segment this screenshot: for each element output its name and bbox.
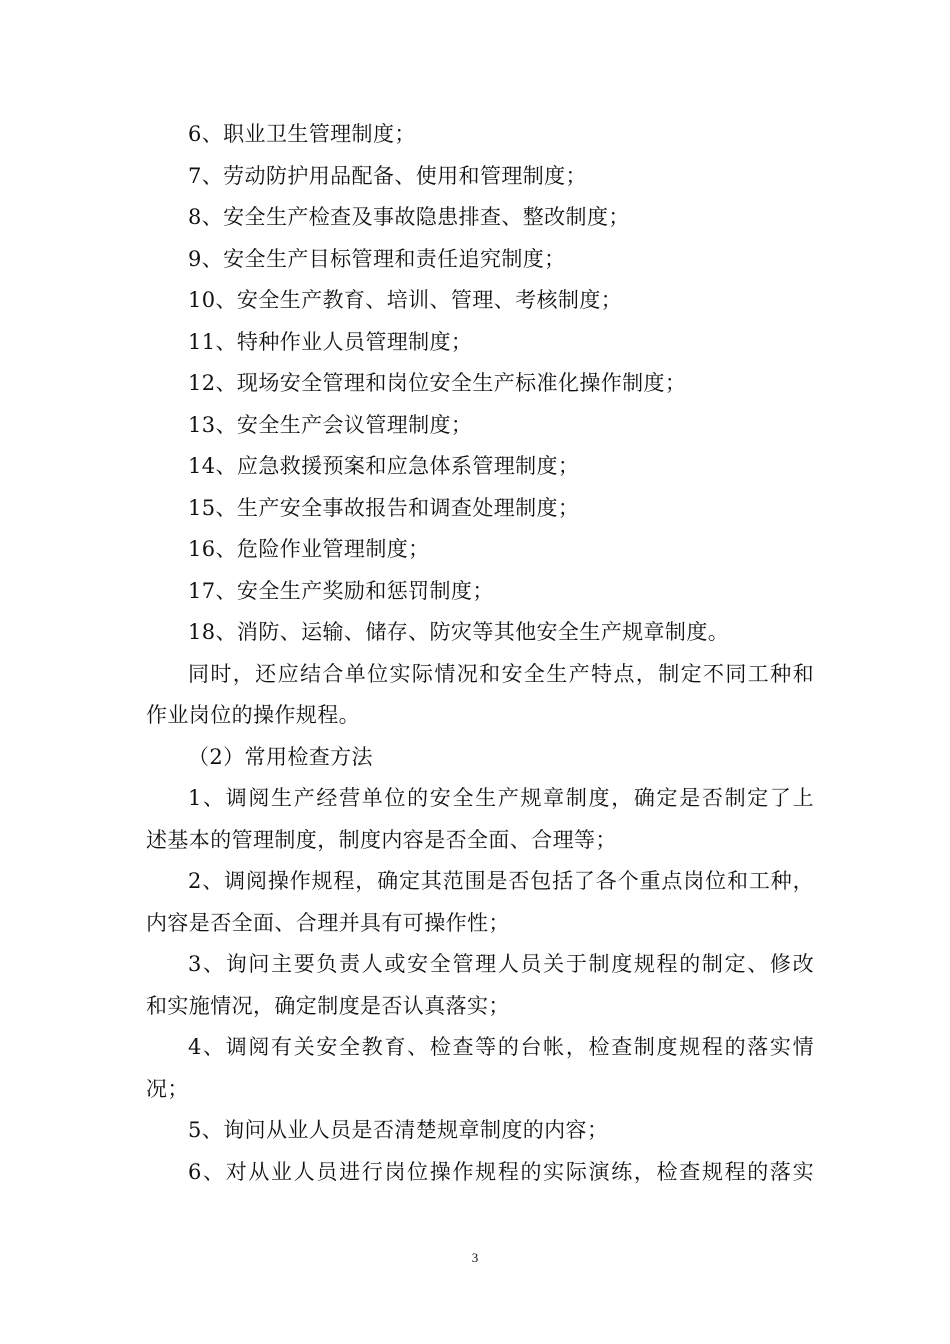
section-heading: （2）常用检查方法 bbox=[188, 744, 373, 769]
text-line: 11、特种作业人员管理制度； bbox=[188, 329, 473, 354]
text-line: 6、职业卫生管理制度； bbox=[188, 122, 416, 146]
text-line: 14、应急救援预案和应急体系管理制度； bbox=[188, 454, 580, 478]
text-line: 和实施情况，确定制度是否认真落实； bbox=[146, 993, 510, 1018]
text-line: 4、调阅有关安全教育、检查等的台帐，检查制度规程的落实情 bbox=[188, 1035, 814, 1059]
text-line: 内容是否全面、合理并具有可操作性； bbox=[146, 910, 510, 935]
text-line: 况； bbox=[146, 1076, 189, 1101]
text-line: 18、消防、运输、储存、防灾等其他安全生产规章制度。 bbox=[188, 620, 730, 644]
text-line: 述基本的管理制度，制度内容是否全面、合理等； bbox=[146, 827, 617, 852]
text-line: 6、对从业人员进行岗位操作规程的实际演练，检查规程的落实 bbox=[188, 1159, 814, 1184]
text-line: 9、安全生产目标管理和责任追究制度； bbox=[188, 246, 566, 271]
text-line: 7、劳动防护用品配备、使用和管理制度； bbox=[188, 163, 587, 188]
text-line: 8、安全生产检查及事故隐患排查、整改制度； bbox=[188, 205, 630, 229]
text-line: 16、危险作业管理制度； bbox=[188, 537, 430, 561]
text-line: 15、生产安全事故报告和调查处理制度； bbox=[188, 495, 580, 520]
text-line: 2、调阅操作规程，确定其范围是否包括了各个重点岗位和工种， bbox=[188, 869, 814, 893]
document-body bbox=[146, 114, 814, 1193]
text-line: 同时，还应结合单位实际情况和安全生产特点，制定不同工种和 bbox=[188, 661, 814, 686]
text-line: 3、询问主要负责人或安全管理人员关于制度规程的制定、修改 bbox=[188, 952, 814, 976]
text-line: 5、询问从业人员是否清楚规章制度的内容； bbox=[188, 1118, 609, 1142]
text-line: 13、安全生产会议管理制度； bbox=[188, 412, 473, 437]
text-line: 作业岗位的操作规程。 bbox=[146, 703, 360, 727]
text-line: 10、安全生产教育、培训、管理、考核制度； bbox=[188, 288, 623, 312]
text-line: 12、现场安全管理和岗位安全生产标准化操作制度； bbox=[188, 371, 687, 395]
text-line: 17、安全生产奖励和惩罚制度； bbox=[188, 578, 494, 603]
text-line: 1、调阅生产经营单位的安全生产规章制度，确定是否制定了上 bbox=[188, 786, 814, 810]
page-number: 3 bbox=[471, 1250, 479, 1265]
